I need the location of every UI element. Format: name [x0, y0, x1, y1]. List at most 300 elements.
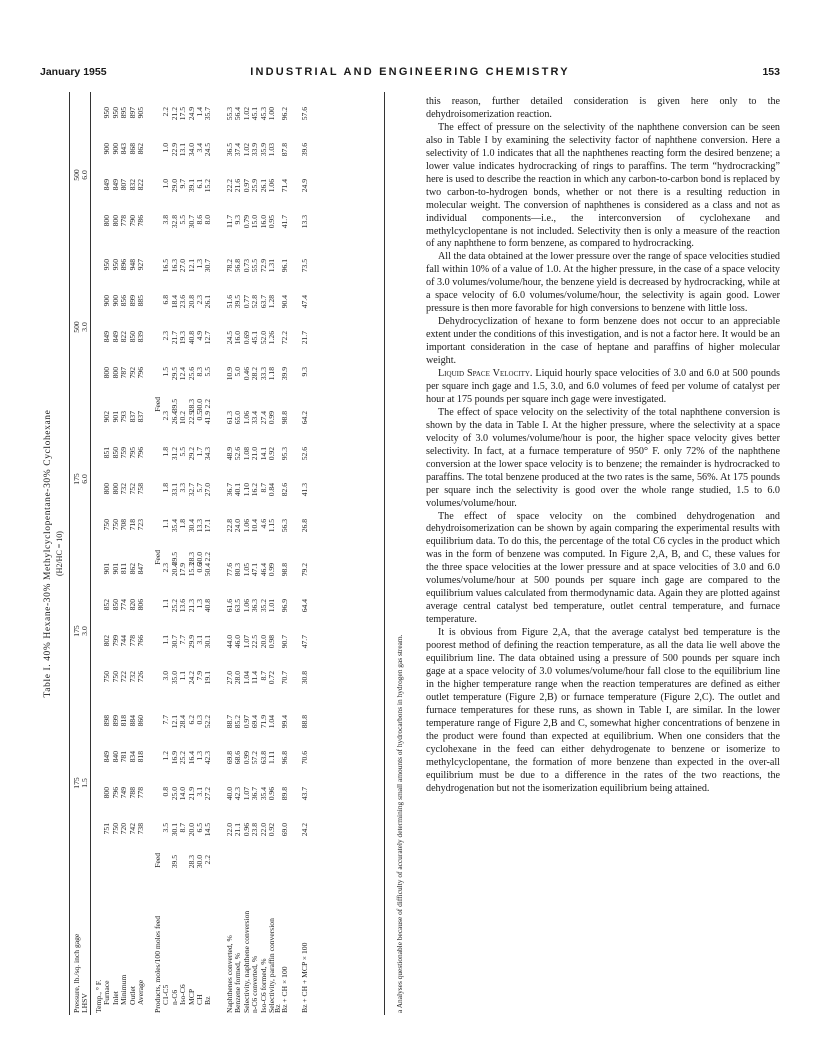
table-cell: 19.3 [178, 331, 188, 345]
table-cell: 800 [110, 215, 120, 227]
table-cell: 900 [102, 295, 112, 307]
table-cell: 96.1 [280, 259, 290, 273]
table-cell: 88.7 [225, 715, 234, 729]
table-cell: 20.8 [186, 295, 196, 309]
table-cell: 52.6 [300, 447, 310, 461]
table-cell: 708 [119, 519, 129, 531]
table-cell: 52.0 [258, 331, 268, 345]
table-cell: 24.9 [186, 107, 196, 121]
table-cell: 21.1 [233, 823, 243, 837]
table-cell: 73.5 [300, 259, 310, 273]
table-cell: 29.0 [169, 179, 179, 193]
table-cell: 750 [102, 519, 112, 531]
table-cell: 85.2 [233, 715, 243, 729]
table-cell: 26.4 [169, 411, 179, 425]
table-cell: 2.3 [195, 295, 204, 305]
table-cell: 26.8 [300, 519, 310, 533]
table-top-rule [69, 92, 70, 1015]
row-label: Iso-C6 [178, 984, 188, 1005]
table-cell: 17.1 [203, 519, 213, 533]
table-cell: 2.3 [161, 331, 171, 341]
body-paragraph: The effect of space velocity on the combined dehydrogenation and dehydroisomerization can be shown by again comparing the experimental results with equilibrium data. To do this, the percentage of the total C6 cycles in the product which was in the form of benzene was computed. In Figure 2,A, B, and C, these values for the three space velocities at the lower pressure and at space velocities of 3.0 and 6.0 volumes/volume/hour at 500 pounds per square inch gage are compared to the equilibrium values calculated from thermodynamic data. Again they are plotted against average central catalyst bed temperature, outlet central temperature, and furnace temperature. [426, 510, 780, 626]
table-cell: 901 [110, 563, 120, 575]
table-cell: 47.1 [250, 563, 260, 577]
table-cell: 96.2 [280, 107, 290, 121]
table-cell: 895 [119, 107, 129, 119]
table-cell: 24.9 [300, 179, 310, 193]
body-paragraph: All the data obtained at the lower pressure over the range of space velocities studied fall within 10% of a value of 1.0. At the higher pressure, in the case of a space velocity of 3.0 volumes/volume/hour, the benzene yield is decreased by hydrocracking, while at a space velocity of 6.0 volumes/volume/hour, the selectivity is again good. Lower pressure is then more favorable for high conversions to benzene with little loss. [426, 251, 780, 315]
table-cell: 51.6 [225, 295, 234, 309]
table-cell: 950 [110, 107, 120, 119]
table-1 [42, 92, 410, 1015]
table-cell: 1.00 [267, 107, 276, 121]
table-cell: 796 [136, 367, 145, 379]
table-cell: 2.3 [161, 411, 171, 421]
body-paragraph: this reason, further detailed consideration is given here only to the dehydroisomerization reaction. [426, 96, 780, 120]
table-cell: 3.4 [195, 143, 204, 153]
table-cell: 1.2 [161, 751, 171, 761]
table-cell: 0.92 [267, 447, 276, 461]
table-cell: 21.3 [186, 599, 196, 613]
table-cell: 1.11 [267, 751, 276, 765]
table-cell: 47.7 [300, 635, 310, 649]
table-cell: 1.0 [161, 179, 171, 189]
body-paragraph: The effect of pressure on the selectivity of the naphthene conversion can be seen also in Table I by examining the selectivity factor of naphthene conversion. Here a selectivity of 1.0 indicates that all the naphthenes reacting form the desired benzene; a lower value indicates hydrocracking of rings to paraffins. The term “hydrocracking” here is used to describe the reaction in which any carbon-to-carbon bond is replaced by two carbon-to-hydrogen bonds, whether or not there is a resulting reduction in molecular weight. The conversion of naphthenes is considered as a class and not as individual components—i.e., the interconversion of cyclohexane and methylcyclopentane is not included. Selectivity then is only a measure of the reaction of any naphthene to form benzene, as compared to hydrocracking. [426, 121, 780, 250]
table-cell: 3.1 [195, 635, 204, 645]
table-cell: 72.2 [280, 331, 290, 345]
table-cell: 806 [136, 599, 145, 611]
table-cell: 759 [119, 447, 129, 459]
table-cell: 10.4 [250, 519, 260, 533]
table-cell: 899 [110, 715, 120, 727]
table-cell: 12.1 [169, 715, 179, 729]
table-cell: 6.8 [161, 295, 171, 305]
table-subtitle: (H2/HC = 10) [55, 531, 64, 576]
table-cell: 26.1 [203, 295, 213, 309]
table-cell: 21.7 [169, 331, 179, 345]
table-cell: 34.0 [186, 143, 196, 157]
feed-value: 39.5 [169, 855, 179, 869]
table-cell: 30.1 [203, 635, 213, 649]
table-cell: 950 [102, 107, 112, 119]
table-cell: 800 [102, 483, 112, 495]
table-cell: 35.0 [169, 671, 179, 685]
table-cell: 774 [119, 599, 129, 611]
row-label: Average [136, 979, 145, 1005]
table-cell: 0.77 [241, 295, 251, 309]
table-cell: 1.15 [267, 519, 276, 533]
table-cell: 849 [102, 751, 112, 763]
table-cell: 3.8 [161, 215, 171, 225]
table-cell: 0.95 [267, 215, 276, 229]
table-cell: 787 [119, 367, 129, 379]
table-cell: 22.0 [258, 823, 268, 837]
table-cell: 52.6 [233, 447, 243, 461]
table-cell: 0.72 [267, 671, 276, 685]
table-cell: 82.6 [280, 483, 290, 497]
table-cell: 1.3 [195, 259, 204, 269]
table-cell: 8.3 [195, 367, 204, 377]
table-cell: 849 [110, 179, 120, 191]
table-cell: 30.4 [186, 519, 196, 533]
table-cell: 850 [127, 331, 137, 343]
condition-lhsv: 3.0 [80, 626, 89, 636]
table-cell: 1.04 [267, 715, 276, 729]
table-cell: 811 [119, 563, 129, 575]
table-cell: 98.8 [280, 411, 290, 425]
condition-pressure: 500 [72, 169, 81, 181]
table-cell: 750 [102, 671, 112, 683]
table-cell: 32.8 [169, 215, 179, 229]
table-cell: 20.4 [169, 563, 179, 577]
table-cell: 71.9 [258, 715, 268, 729]
table-cell: 28.0 [233, 671, 243, 685]
table-cell: 79.2 [300, 563, 310, 577]
table-cell: 862 [127, 563, 137, 575]
table-cell: 820 [127, 599, 137, 611]
table-cell: 792 [127, 367, 137, 379]
table-cell: 27.4 [258, 411, 268, 425]
table-cell: 37.4 [233, 143, 243, 157]
table-cell: 20.0 [258, 635, 268, 649]
table-cell: 0.97 [241, 179, 251, 193]
table-cell: 89.8 [280, 787, 290, 801]
table-cell: 5.5 [203, 367, 213, 377]
table-cell: 744 [119, 635, 129, 647]
table-cell: 63.5 [233, 599, 243, 613]
table-cell: 14.0 [178, 787, 188, 801]
feed-value: 30.0 [195, 399, 204, 413]
table-cell: 5.7 [195, 483, 204, 493]
table-cell: 34.3 [203, 447, 213, 461]
table-cell: 8.7 [258, 483, 268, 493]
table-cell: 25.2 [169, 599, 179, 613]
table-cell: 45.3 [258, 107, 268, 121]
table-cell: 807 [119, 179, 129, 191]
table-cell: 33.4 [250, 411, 260, 425]
row-label: Naphthenes converted, % [225, 935, 234, 1013]
table-cell: 901 [102, 563, 112, 575]
head-label: Pressure, lb./sq. inch gage [72, 933, 81, 1013]
table-cell: 29.9 [186, 635, 196, 649]
table-cell: 48.9 [225, 447, 234, 461]
table-cell: 8.7 [258, 671, 268, 681]
table-cell: 96.8 [280, 751, 290, 765]
table-cell: 1.31 [267, 259, 276, 273]
table-cell: 0.99 [267, 563, 276, 577]
table-cell: 22.8 [225, 519, 234, 533]
table-cell: 3.5 [161, 823, 171, 833]
table-cell: 8.7 [178, 823, 188, 833]
table-cell: 0.96 [267, 787, 276, 801]
feed-value: 30.0 [195, 552, 204, 566]
table-cell: 5.0 [233, 367, 243, 377]
table-cell: 896 [119, 259, 129, 271]
feed-value: 28.3 [186, 552, 196, 566]
table-cell: 13.1 [178, 143, 188, 157]
table-title: Table I. 40% Hexane-30% Methylcyclopentane-30% Cyclohexane [43, 409, 53, 698]
table-footnote: a Analyses questionable because of difficulty of accurately determining small amounts of hydrocarbons in hydrogen gas stream. [395, 634, 404, 1013]
body-paragraph: Dehydrocyclization of hexane to form benzene does not occur to an appreciable extent under the conditions of this investigation, and is not a factor here. It would be an important consideration in the case of heptane and paraffins of higher molecular weight. [426, 316, 780, 367]
table-cell: 1.1 [161, 635, 171, 645]
table-cell: 29.2 [186, 447, 196, 461]
row-label: Temp., ° F. [94, 979, 103, 1013]
table-cell: 36.3 [250, 599, 260, 613]
table-cell: 0.92 [267, 823, 276, 837]
condition-pressure: 500 [72, 321, 81, 333]
table-cell: 837 [127, 411, 137, 423]
table-cell: 63.8 [258, 751, 268, 765]
table-cell: 23.8 [250, 823, 260, 837]
table-cell: 1.26 [267, 331, 276, 345]
table-cell: 33.3 [258, 367, 268, 381]
table-cell: 868 [127, 143, 137, 155]
table-cell: 70.6 [300, 751, 310, 765]
table-cell: 738 [136, 823, 145, 835]
table-cell: 818 [136, 751, 145, 763]
table-cell: 1.04 [241, 671, 251, 685]
row-label: Furnace [102, 980, 112, 1005]
table-cell: 64.2 [300, 411, 310, 425]
table-cell: 18.4 [169, 295, 179, 309]
table-cell: 9.3 [233, 215, 243, 225]
condition-lhsv: 6.0 [80, 170, 89, 180]
table-cell: 1.1 [178, 671, 188, 681]
table-cell: 36.5 [225, 143, 234, 157]
table-cell: 30.7 [203, 259, 213, 273]
table-cell: 1.06 [267, 179, 276, 193]
row-label: Bz [273, 1004, 283, 1013]
table-cell: 0.8 [161, 787, 171, 797]
table-cell: 16.4 [186, 751, 196, 765]
table-cell: 16.0 [233, 331, 243, 345]
row-label: Bz + CH + MCP × 100 [300, 942, 310, 1013]
table-cell: 3.3 [178, 483, 188, 493]
table-cell: 40.8 [186, 331, 196, 345]
table-cell: 899 [127, 295, 137, 307]
table-cell: 0.99 [241, 751, 251, 765]
table-cell: 718 [127, 519, 137, 531]
table-cell: 28.2 [250, 367, 260, 381]
table-cell: 96.9 [280, 599, 290, 613]
table-cell: 1.01 [267, 599, 276, 613]
table-cell: 0.79 [241, 215, 251, 229]
table-cell: 800 [110, 483, 120, 495]
table-cell: 45.1 [250, 107, 260, 121]
table-cell: 52.2 [203, 715, 213, 729]
table-cell: 46.4 [258, 563, 268, 577]
table-cell: 1.07 [241, 635, 251, 649]
feed-value: 2.2 [203, 855, 213, 865]
table-cell: 25.9 [250, 179, 260, 193]
table-cell: 69.8 [225, 751, 234, 765]
table-cell: 0.73 [241, 259, 251, 273]
table-cell: 860 [136, 715, 145, 727]
table-cell: 862 [136, 143, 145, 155]
table-cell: 21.2 [169, 107, 179, 121]
row-label: CH [195, 994, 204, 1005]
table-cell: 7.9 [195, 671, 204, 681]
table-cell: 851 [102, 447, 112, 459]
journal-title: INDUSTRIAL AND ENGINEERING CHEMISTRY [250, 66, 570, 78]
table-cell: 822 [119, 331, 129, 343]
table-cell: 1.06 [241, 599, 251, 613]
table-cell: 35.4 [169, 519, 179, 533]
table-cell: 68.6 [233, 751, 243, 765]
table-cell: 4.9 [195, 331, 204, 341]
table-cell: 0.69 [241, 331, 251, 345]
table-cell: 9.7 [178, 179, 188, 189]
table-cell: 42.3 [233, 787, 243, 801]
table-cell: 4.6 [258, 519, 268, 529]
table-cell: 778 [119, 215, 129, 227]
table-cell: 31.2 [169, 447, 179, 461]
table-cell: 6.1 [195, 179, 204, 189]
table-cell: 766 [136, 635, 145, 647]
section-text: Liquid hourly space velocities of 3.0 and 6.0 at 500 pounds per square inch gage and 1.5, 3.0, and 6.0 volumes of feed per volume of catalyst per hour at 175 pounds per square inch gage were investigated. [426, 368, 780, 405]
feed-header: Feed [153, 550, 162, 565]
table-cell: 840 [110, 751, 120, 763]
condition-pressure: 175 [72, 473, 81, 485]
table-cell: 900 [110, 295, 120, 307]
table-cell: 16.0 [258, 215, 268, 229]
table-cell: 36.7 [250, 787, 260, 801]
table-cell: 55.5 [250, 259, 260, 273]
table-cell: 24.5 [225, 331, 234, 345]
table-cell: 40.1 [233, 483, 243, 497]
table-cell: 23.6 [178, 295, 188, 309]
table-cell: 71.4 [280, 179, 290, 193]
table-cell: 8.0 [203, 215, 213, 225]
row-label: Bz + CH × 100 [280, 966, 290, 1013]
table-cell: 65.0 [233, 411, 243, 425]
table-cell: 742 [127, 823, 137, 835]
table-cell: 898 [102, 715, 112, 727]
feed-value: 28.3 [186, 855, 196, 869]
table-cell: 732 [127, 671, 137, 683]
table-cell: 25.0 [169, 787, 179, 801]
row-label: Bz [203, 996, 213, 1005]
page-number: 153 [762, 66, 780, 78]
table-cell: 786 [136, 215, 145, 227]
table-cell: 9.3 [300, 367, 310, 377]
table-cell: 61.3 [225, 411, 234, 425]
table-cell: 12.4 [178, 367, 188, 381]
table-cell: 44.0 [225, 635, 234, 649]
row-label: Selectivity, paraffin conversion [267, 918, 276, 1013]
table-cell: 1.03 [267, 143, 276, 157]
table-cell: 818 [119, 715, 129, 727]
table-cell: 14.1 [258, 447, 268, 461]
table-cell: 41.9 [203, 411, 213, 425]
table-cell: 948 [127, 259, 137, 271]
table-cell: 1.05 [241, 563, 251, 577]
table-cell: 64.4 [300, 599, 310, 613]
table-cell: 726 [136, 671, 145, 683]
table-cell: 41.3 [300, 483, 310, 497]
table-cell: 0.46 [241, 367, 251, 381]
feed-header: Feed [153, 397, 162, 412]
table-cell: 17.5 [178, 107, 188, 121]
table-cell: 35.2 [258, 599, 268, 613]
table-cell: 1.8 [161, 483, 171, 493]
table-cell: 63.7 [258, 295, 268, 309]
table-cell: 21.6 [233, 179, 243, 193]
table-cell: 0.96 [241, 823, 251, 837]
table-cell: 796 [136, 447, 145, 459]
table-cell: 781 [119, 751, 129, 763]
table-cell: 927 [136, 259, 145, 271]
table-cell: 99.4 [280, 715, 290, 729]
table-cell: 12.7 [203, 331, 213, 345]
table-cell: 27.0 [203, 483, 213, 497]
table-cell: 21.7 [300, 331, 310, 345]
table-cell: 40.8 [203, 599, 213, 613]
table-cell: 752 [127, 483, 137, 495]
table-cell: 30.1 [169, 823, 179, 837]
table-cell: 57.2 [250, 751, 260, 765]
table-cell: 77.6 [225, 563, 234, 577]
table-cell: 897 [127, 107, 137, 119]
body-text-column [426, 96, 780, 795]
table-cell: 1.0 [161, 143, 171, 153]
table-cell: 900 [110, 143, 120, 155]
table-cell: 950 [102, 259, 112, 271]
feed-value: 2.2 [203, 552, 213, 562]
section-heading: Liquid Space Velocity. [438, 368, 533, 380]
table-cell: 849 [110, 331, 120, 343]
table-cell: 723 [136, 519, 145, 531]
table-cell: 5.5 [178, 447, 188, 457]
table-cell: 61.6 [225, 599, 234, 613]
table-cell: 799 [110, 635, 120, 647]
table-cell: 6.2 [186, 715, 196, 725]
table-cell: 0.84 [267, 483, 276, 497]
table-cell: 13.3 [195, 519, 204, 533]
table-cell: 25.6 [186, 367, 196, 381]
feed-value: 30.0 [195, 855, 204, 869]
table-cell: 50.4 [203, 563, 213, 577]
table-cell: 22.2 [225, 179, 234, 193]
table-cell: 1.5 [161, 367, 171, 377]
row-label: Iso-C6 formed, % [258, 958, 268, 1013]
table-cell: 788 [127, 787, 137, 799]
row-label: MCP [186, 988, 196, 1005]
feed-value: 39.5 [169, 552, 179, 566]
table-cell: 1.18 [267, 367, 276, 381]
table-cell: 0.97 [241, 715, 251, 729]
table-cell: 90.7 [280, 635, 290, 649]
table-cell: 750 [110, 519, 120, 531]
table-cell: 1.3 [195, 751, 204, 761]
table-cell: 796 [110, 787, 120, 799]
table-cell: 884 [127, 715, 137, 727]
table-cell: 69.0 [280, 823, 290, 837]
table-cell: 21.9 [186, 787, 196, 801]
table-cell: 15.2 [203, 179, 213, 193]
table-cell: 0.3 [195, 715, 204, 725]
table-cell: 26.1 [258, 179, 268, 193]
table-cell: 22.5 [250, 635, 260, 649]
table-cell: 25.2 [178, 751, 188, 765]
row-label: Outlet [127, 986, 137, 1005]
row-label: Inlet [110, 991, 120, 1005]
table-cell: 749 [119, 787, 129, 799]
table-cell: 13.6 [178, 599, 188, 613]
table-cell: 39.6 [300, 143, 310, 157]
table-cell: 1.28 [267, 295, 276, 309]
table-cell: 778 [136, 787, 145, 799]
